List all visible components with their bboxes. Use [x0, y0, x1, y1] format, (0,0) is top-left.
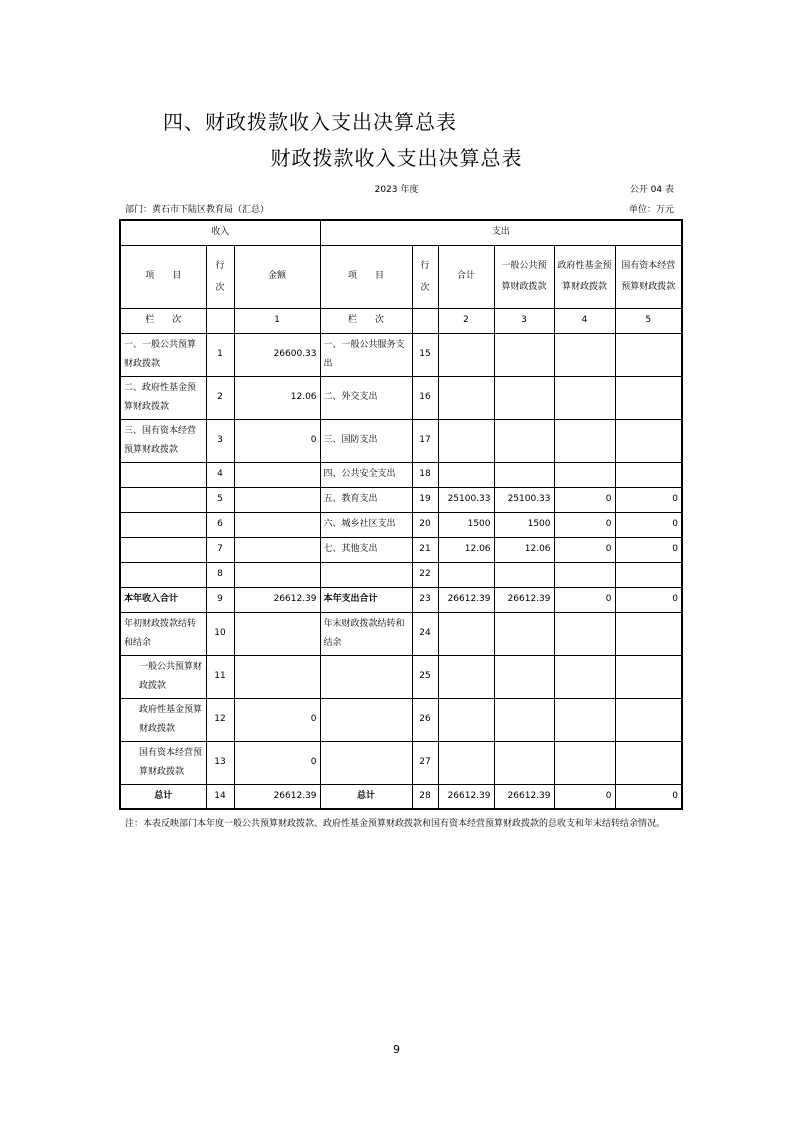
income-row-number: 10	[206, 612, 234, 655]
expense-total-cell	[438, 612, 494, 655]
table-row	[120, 333, 682, 376]
income-item-cell	[120, 537, 206, 562]
gov-fund-cell	[554, 655, 615, 698]
income-amount-cell	[234, 562, 320, 587]
col-num-1: 1	[234, 308, 320, 333]
report-year: 2023 年度	[374, 185, 419, 195]
col-num-4: 4	[554, 308, 615, 333]
general-budget-cell: 1500	[494, 512, 554, 537]
gov-fund-cell	[554, 462, 615, 487]
general-budget-cell	[494, 376, 554, 419]
income-item-cell: 一、一般公共预算财政拨款	[120, 333, 206, 376]
gov-fund-cell: 0	[554, 512, 615, 537]
income-row-number: 2	[206, 376, 234, 419]
general-budget-cell: 26612.39	[494, 784, 554, 809]
expense-row-number: 18	[412, 462, 438, 487]
gov-fund-cell	[554, 419, 615, 462]
expense-row-number: 24	[412, 612, 438, 655]
gov-fund-cell	[554, 741, 615, 784]
table-note: 注：本表反映部门本年度一般公共预算财政拨款、政府性基金预算财政拨款和国有资本经营预算财政拨款的总收支和年末结转结余情况。	[125, 819, 666, 829]
table-row	[120, 462, 682, 487]
gov-fund-cell	[554, 698, 615, 741]
expense-item-cell	[320, 741, 412, 784]
income-row-number: 11	[206, 655, 234, 698]
income-row-number: 6	[206, 512, 234, 537]
expense-item-cell: 五、教育支出	[320, 487, 412, 512]
income-amount-cell: 0	[234, 741, 320, 784]
expense-row-number: 16	[412, 376, 438, 419]
income-item-cell: 国有资本经营预算财政拨款	[120, 741, 206, 784]
expense-total-cell	[438, 333, 494, 376]
state-capital-cell	[615, 698, 682, 741]
expense-row-number: 22	[412, 562, 438, 587]
income-amount-cell: 26612.39	[234, 587, 320, 612]
gov-fund-cell: 0	[554, 784, 615, 809]
expense-item-header: 项 目	[320, 245, 412, 308]
income-item-header: 项 目	[120, 245, 206, 308]
income-row-number: 14	[206, 784, 234, 809]
expense-item-cell: 年末财政拨款结转和结余	[320, 612, 412, 655]
state-capital-cell: 0	[615, 587, 682, 612]
page-number: 9	[393, 1043, 400, 1056]
col-label-left: 栏 次	[120, 308, 206, 333]
state-capital-cell: 0	[615, 537, 682, 562]
expense-row-number: 26	[412, 698, 438, 741]
income-item-cell	[120, 487, 206, 512]
expense-total-cell: 26612.39	[438, 784, 494, 809]
income-item-cell	[120, 462, 206, 487]
expense-total-cell	[438, 698, 494, 741]
appropriation-table	[119, 219, 683, 810]
general-budget-cell	[494, 698, 554, 741]
general-budget-cell	[494, 655, 554, 698]
general-budget-cell	[494, 612, 554, 655]
income-row-number: 5	[206, 487, 234, 512]
unit-label: 单位：万元	[628, 205, 674, 215]
expense-row-number: 19	[412, 487, 438, 512]
expense-item-cell: 三、国防支出	[320, 419, 412, 462]
col-num-2: 2	[438, 308, 494, 333]
income-amount-cell	[234, 487, 320, 512]
income-item-cell	[120, 512, 206, 537]
income-row-number: 12	[206, 698, 234, 741]
general-budget-cell	[494, 333, 554, 376]
income-row-number: 1	[206, 333, 234, 376]
expense-item-cell: 六、城乡社区支出	[320, 512, 412, 537]
general-budget-cell	[494, 741, 554, 784]
income-amount-cell	[234, 655, 320, 698]
state-capital-cell	[615, 376, 682, 419]
table-row	[120, 419, 682, 462]
income-amount-cell: 12.06	[234, 376, 320, 419]
income-row-number: 8	[206, 562, 234, 587]
income-header: 收入	[120, 220, 320, 245]
amount-header: 金额	[234, 245, 320, 308]
income-amount-cell: 26612.39	[234, 784, 320, 809]
general-budget-cell	[494, 419, 554, 462]
expense-item-cell	[320, 698, 412, 741]
expense-total-cell	[438, 562, 494, 587]
expense-total-cell	[438, 419, 494, 462]
department-label: 部门：黄石市下陆区教育局（汇总）	[125, 205, 270, 215]
gov-fund-cell: 0	[554, 487, 615, 512]
table-row	[120, 512, 682, 537]
gov-fund-cell	[554, 612, 615, 655]
expense-item-cell: 总计	[320, 784, 412, 809]
income-amount-cell	[234, 512, 320, 537]
income-item-cell: 政府性基金预算财政拨款	[120, 698, 206, 741]
expense-row-number: 17	[412, 419, 438, 462]
state-capital-cell	[615, 741, 682, 784]
income-row-number: 4	[206, 462, 234, 487]
income-row-number: 13	[206, 741, 234, 784]
expense-row-number: 21	[412, 537, 438, 562]
table-row	[120, 784, 682, 809]
gov-fund-cell: 0	[554, 587, 615, 612]
form-number: 公开 04 表	[629, 185, 674, 195]
state-capital-cell	[615, 655, 682, 698]
table-title: 财政拨款收入支出决算总表	[270, 146, 523, 170]
income-amount-cell: 0	[234, 419, 320, 462]
income-rowno-header: 行 次	[206, 245, 234, 308]
income-amount-cell	[234, 612, 320, 655]
state-capital-cell: 0	[615, 784, 682, 809]
expense-row-number: 15	[412, 333, 438, 376]
expense-item-cell: 七、其他支出	[320, 537, 412, 562]
income-row-number: 7	[206, 537, 234, 562]
expense-total-cell	[438, 462, 494, 487]
income-item-cell: 二、政府性基金预算财政拨款	[120, 376, 206, 419]
table-row	[120, 562, 682, 587]
expense-row-number: 23	[412, 587, 438, 612]
expense-row-number: 20	[412, 512, 438, 537]
state-capital-cell	[615, 333, 682, 376]
income-row-number: 3	[206, 419, 234, 462]
state-capital-cell: 0	[615, 512, 682, 537]
state-capital-cell	[615, 462, 682, 487]
income-amount-cell	[234, 462, 320, 487]
general-budget-cell: 25100.33	[494, 487, 554, 512]
gov-fund-header: 政府性基金预算财政拨款	[554, 245, 615, 308]
income-item-cell: 一般公共预算财政拨款	[120, 655, 206, 698]
income-row-number: 9	[206, 587, 234, 612]
expense-total-cell	[438, 741, 494, 784]
total-header: 合计	[438, 245, 494, 308]
col-num-5: 5	[615, 308, 682, 333]
general-budget-header: 一般公共预算财政拨款	[494, 245, 554, 308]
expense-row-number: 25	[412, 655, 438, 698]
expense-item-cell: 二、外交支出	[320, 376, 412, 419]
expense-total-cell: 25100.33	[438, 487, 494, 512]
expense-row-number: 27	[412, 741, 438, 784]
expense-total-cell: 12.06	[438, 537, 494, 562]
expense-total-cell: 26612.39	[438, 587, 494, 612]
gov-fund-cell	[554, 333, 615, 376]
table-row	[120, 741, 682, 784]
general-budget-cell: 12.06	[494, 537, 554, 562]
income-amount-cell	[234, 537, 320, 562]
state-capital-header: 国有资本经营预算财政拨款	[615, 245, 682, 308]
expense-row-number: 28	[412, 784, 438, 809]
table-row	[120, 537, 682, 562]
expense-total-cell	[438, 655, 494, 698]
table-row	[120, 487, 682, 512]
income-amount-cell: 0	[234, 698, 320, 741]
section-title: 四、财政拨款收入支出决算总表	[163, 110, 457, 134]
state-capital-cell	[615, 419, 682, 462]
income-item-cell: 总计	[120, 784, 206, 809]
table-row	[120, 655, 682, 698]
income-item-cell	[120, 562, 206, 587]
expense-item-cell	[320, 655, 412, 698]
general-budget-cell	[494, 462, 554, 487]
general-budget-cell	[494, 562, 554, 587]
col-num-3: 3	[494, 308, 554, 333]
income-item-cell: 年初财政拨款结转和结余	[120, 612, 206, 655]
gov-fund-cell	[554, 562, 615, 587]
income-item-cell: 本年收入合计	[120, 587, 206, 612]
expense-rowno-header: 行 次	[412, 245, 438, 308]
table-row	[120, 587, 682, 612]
state-capital-cell	[615, 562, 682, 587]
expense-header: 支出	[320, 220, 682, 245]
income-item-cell: 三、国有资本经营预算财政拨款	[120, 419, 206, 462]
expense-total-cell	[438, 376, 494, 419]
gov-fund-cell: 0	[554, 537, 615, 562]
table-row	[120, 376, 682, 419]
col-label-right: 栏 次	[320, 308, 412, 333]
expense-item-cell: 一、一般公共服务支出	[320, 333, 412, 376]
general-budget-cell: 26612.39	[494, 587, 554, 612]
table-row	[120, 698, 682, 741]
table-row	[120, 612, 682, 655]
expense-item-cell: 四、公共安全支出	[320, 462, 412, 487]
state-capital-cell: 0	[615, 487, 682, 512]
gov-fund-cell	[554, 376, 615, 419]
expense-total-cell: 1500	[438, 512, 494, 537]
expense-item-cell	[320, 562, 412, 587]
state-capital-cell	[615, 612, 682, 655]
expense-item-cell: 本年支出合计	[320, 587, 412, 612]
income-amount-cell: 26600.33	[234, 333, 320, 376]
